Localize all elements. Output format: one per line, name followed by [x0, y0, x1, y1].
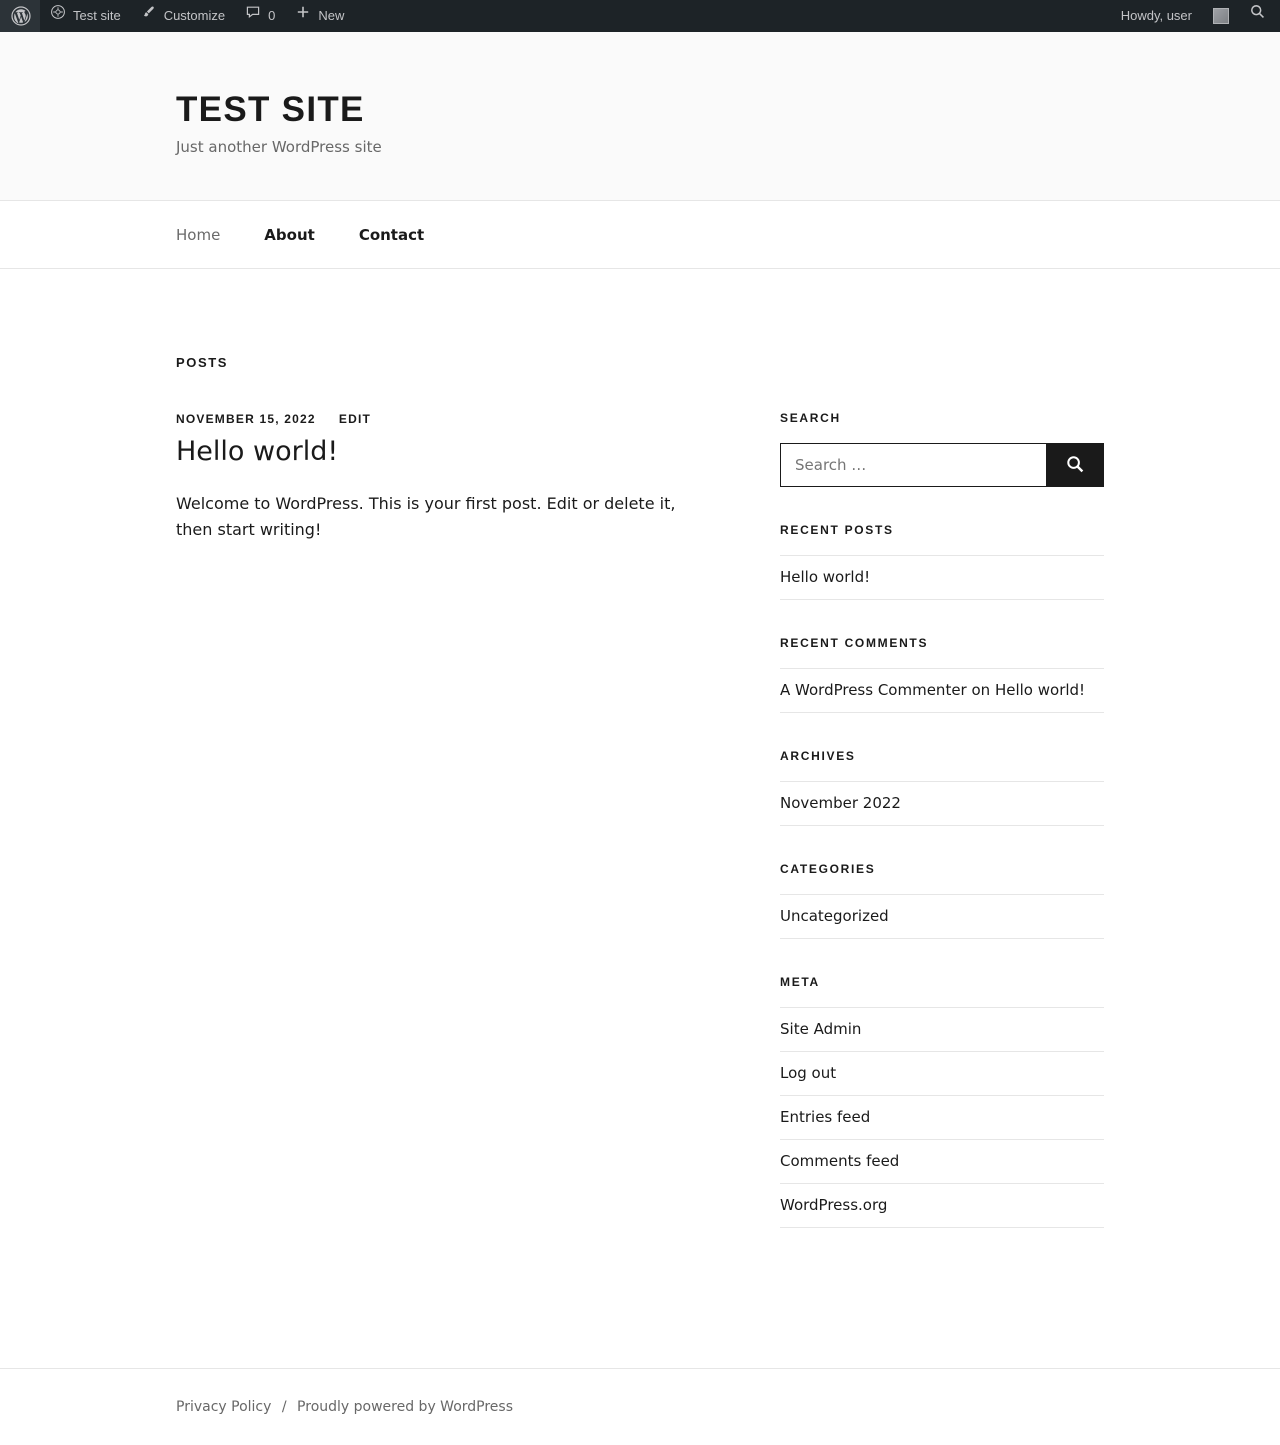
meta-link-log-out[interactable]: Log out — [780, 1064, 837, 1082]
list-item — [780, 555, 1104, 600]
widget-archives-title: ARCHIVES — [780, 749, 856, 763]
post-meta — [176, 412, 713, 426]
wordpress-logo-icon — [11, 6, 31, 26]
widget-search — [780, 411, 1104, 487]
recent-posts-list — [780, 555, 1104, 600]
meta-list — [780, 1007, 1104, 1228]
widget-archives — [780, 749, 1104, 826]
adminbar-comments[interactable] — [235, 0, 285, 32]
plus-icon — [295, 0, 311, 32]
meta-link-site-admin[interactable]: Site Admin — [780, 1020, 862, 1038]
widget-meta-title: META — [780, 975, 820, 989]
site-footer-inner — [88, 1399, 1192, 1415]
post-excerpt: Welcome to WordPress. This is your first post. Edit or delete it, then start writing! — [176, 494, 676, 539]
widget-categories-title: CATEGORIES — [780, 862, 876, 876]
adminbar-customize[interactable] — [131, 0, 235, 32]
posts-section-label: POSTS — [176, 355, 229, 370]
list-item — [780, 781, 1104, 826]
widget-recent-posts-title: RECENT POSTS — [780, 523, 894, 537]
meta-link-entries-feed[interactable]: Entries feed — [780, 1108, 871, 1126]
site-footer — [0, 1368, 1280, 1445]
archives-list — [780, 781, 1104, 826]
categories-list — [780, 894, 1104, 939]
comment-post-link[interactable]: Hello world! — [994, 681, 1086, 699]
adminbar-my-account[interactable] — [1111, 0, 1239, 32]
primary-navigation — [0, 201, 1280, 269]
comment-bubble-icon — [245, 0, 261, 32]
sidebar — [780, 355, 1104, 1264]
dashboard-icon — [50, 0, 66, 32]
content-area — [88, 269, 1192, 1264]
search-icon — [1065, 454, 1085, 477]
site-header-inner — [88, 90, 1192, 156]
post-article — [176, 412, 713, 542]
site-header — [0, 32, 1280, 201]
adminbar-comments-count: 0 — [268, 8, 276, 23]
footer-separator: / — [281, 1399, 287, 1415]
list-item — [780, 1007, 1104, 1052]
list-item — [780, 1052, 1104, 1096]
comment-author: A WordPress Commenter — [780, 681, 967, 699]
search-form — [780, 443, 1104, 487]
list-item — [780, 894, 1104, 939]
paintbrush-icon — [141, 0, 157, 32]
admin-bar — [0, 0, 1280, 32]
adminbar-search-button[interactable] — [1239, 0, 1280, 32]
search-submit-button[interactable] — [1046, 443, 1104, 487]
recent-comments-list — [780, 668, 1104, 713]
comment-on-label: on — [971, 681, 991, 699]
list-item — [780, 1096, 1104, 1140]
widget-meta — [780, 975, 1104, 1228]
wordpress-credit-link[interactable]: Proudly powered by WordPress — [297, 1399, 514, 1415]
adminbar-customize-label: Customize — [163, 8, 226, 23]
list-item — [780, 1140, 1104, 1184]
nav-item-about[interactable]: About — [264, 225, 315, 244]
list-item — [780, 668, 1104, 713]
user-avatar — [1213, 8, 1229, 24]
recent-post-link[interactable]: Hello world! — [780, 568, 871, 586]
privacy-policy-link[interactable]: Privacy Policy — [176, 1399, 272, 1415]
widget-search-title: SEARCH — [780, 411, 841, 425]
archive-link[interactable]: November 2022 — [780, 794, 901, 812]
nav-item-home[interactable]: Home — [176, 225, 221, 244]
widget-recent-posts — [780, 523, 1104, 600]
nav-item-contact[interactable]: Contact — [358, 225, 425, 244]
widget-recent-comments-title: RECENT COMMENTS — [780, 636, 929, 650]
adminbar-new-label: New — [318, 8, 345, 23]
search-input[interactable] — [780, 443, 1046, 487]
widget-categories — [780, 862, 1104, 939]
category-link[interactable]: Uncategorized — [780, 907, 889, 925]
post-title[interactable]: Hello world! — [176, 436, 339, 467]
adminbar-wordpress-logo[interactable] — [0, 0, 40, 32]
adminbar-new-content[interactable] — [285, 0, 354, 32]
list-item — [780, 1184, 1104, 1228]
post-date-link[interactable]: NOVEMBER 15, 2022 — [176, 412, 316, 426]
site-title[interactable]: TEST SITE — [176, 90, 365, 129]
adminbar-site-name[interactable] — [40, 0, 131, 32]
adminbar-site-name-label: Test site — [73, 8, 121, 23]
main-content — [176, 355, 713, 1264]
site-tagline: Just another WordPress site — [176, 138, 382, 156]
meta-link-wordpress-org[interactable]: WordPress.org — [780, 1196, 888, 1214]
post-edit-link[interactable]: EDIT — [338, 412, 372, 426]
adminbar-howdy-label: Howdy, user — [1120, 8, 1192, 23]
widget-recent-comments — [780, 636, 1104, 713]
meta-link-comments-feed[interactable]: Comments feed — [780, 1152, 900, 1170]
search-icon — [1249, 0, 1266, 32]
primary-navigation-inner — [88, 201, 1192, 268]
